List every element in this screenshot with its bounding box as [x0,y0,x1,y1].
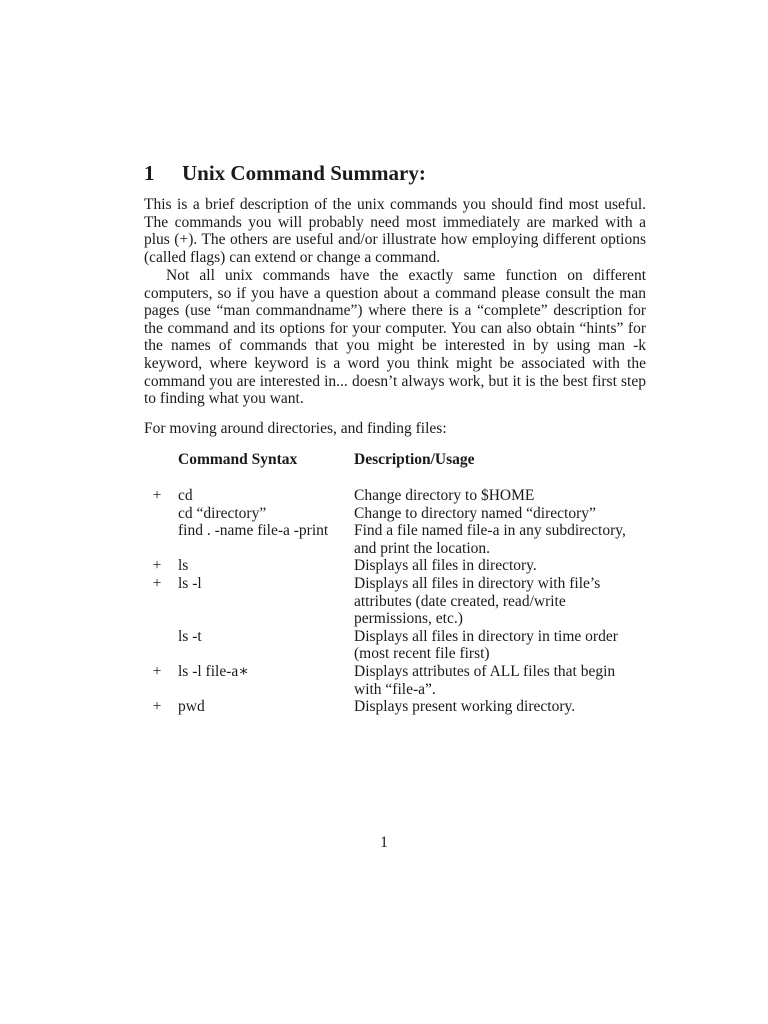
command-description: Displays attributes of ALL files that begin with “file-a”. [354,662,616,698]
page-number: 1 [380,834,388,851]
command-description: Displays all files in directory with file’s attributes (date created, read/write permissions, etc.) [354,574,601,628]
table-row [144,505,646,523]
command-syntax: ls -t [178,627,202,645]
header-description-usage: Description/Usage [354,451,475,468]
plus-marker: + [152,487,162,504]
command-syntax: pwd [178,698,205,716]
command-description: Displays all files in directory in time order (most recent file first) [354,627,618,663]
command-syntax: cd “directory” [178,504,267,522]
section-number: 1 [144,161,155,185]
command-syntax: ls [178,557,189,575]
man-pages-paragraph: Not all unix commands have the exactly same function on different computers, so if you have a question about a command please consult the man pages (use “man commandname”) where there is a “complete” description for the command and its options for your computer. You can also obtain “hints” for the names of commands that you might be interested in by using man -k keyword, where keyword is a word you think might be associated with the command you are interested in... doesn’t always work, but it is the best first step to finding what you want. [144,267,646,408]
command-syntax: ls -l [178,574,202,592]
table-body [144,487,646,716]
command-description: Change directory to $HOME [354,487,535,504]
table-row [144,522,646,557]
plus-marker: + [152,698,162,716]
table-row [144,557,646,575]
command-description: Displays present working directory. [354,698,576,716]
table-row [144,487,646,505]
command-syntax: ls -l file-a∗ [178,662,249,680]
table-header [144,451,646,469]
plus-marker: + [152,574,162,592]
command-syntax: find . -name file-a -print [178,522,329,540]
table-row [144,663,646,698]
plus-marker: + [152,557,162,575]
table-row [144,575,646,628]
command-syntax: cd [178,487,193,504]
intro-paragraph: This is a brief description of the unix commands you should find most useful. The commands you will probably need most immediately are marked with a plus (+). The others are useful and/or illustrate how employing different options (called flags) can extend or change a command. [144,196,646,266]
table-row [144,628,646,663]
command-description: Find a file named file-a in any subdirectory, and print the location. [354,522,626,557]
plus-marker: + [152,662,162,680]
command-description: Displays all files in directory. [354,557,537,575]
table-lead-paragraph: For moving around directories, and finding files: [144,420,447,437]
table-row [144,698,646,716]
section-heading [144,160,426,186]
header-command-syntax: Command Syntax [178,451,298,468]
command-description: Change to directory named “directory” [354,504,596,522]
section-title: Unix Command Summary: [182,161,426,185]
